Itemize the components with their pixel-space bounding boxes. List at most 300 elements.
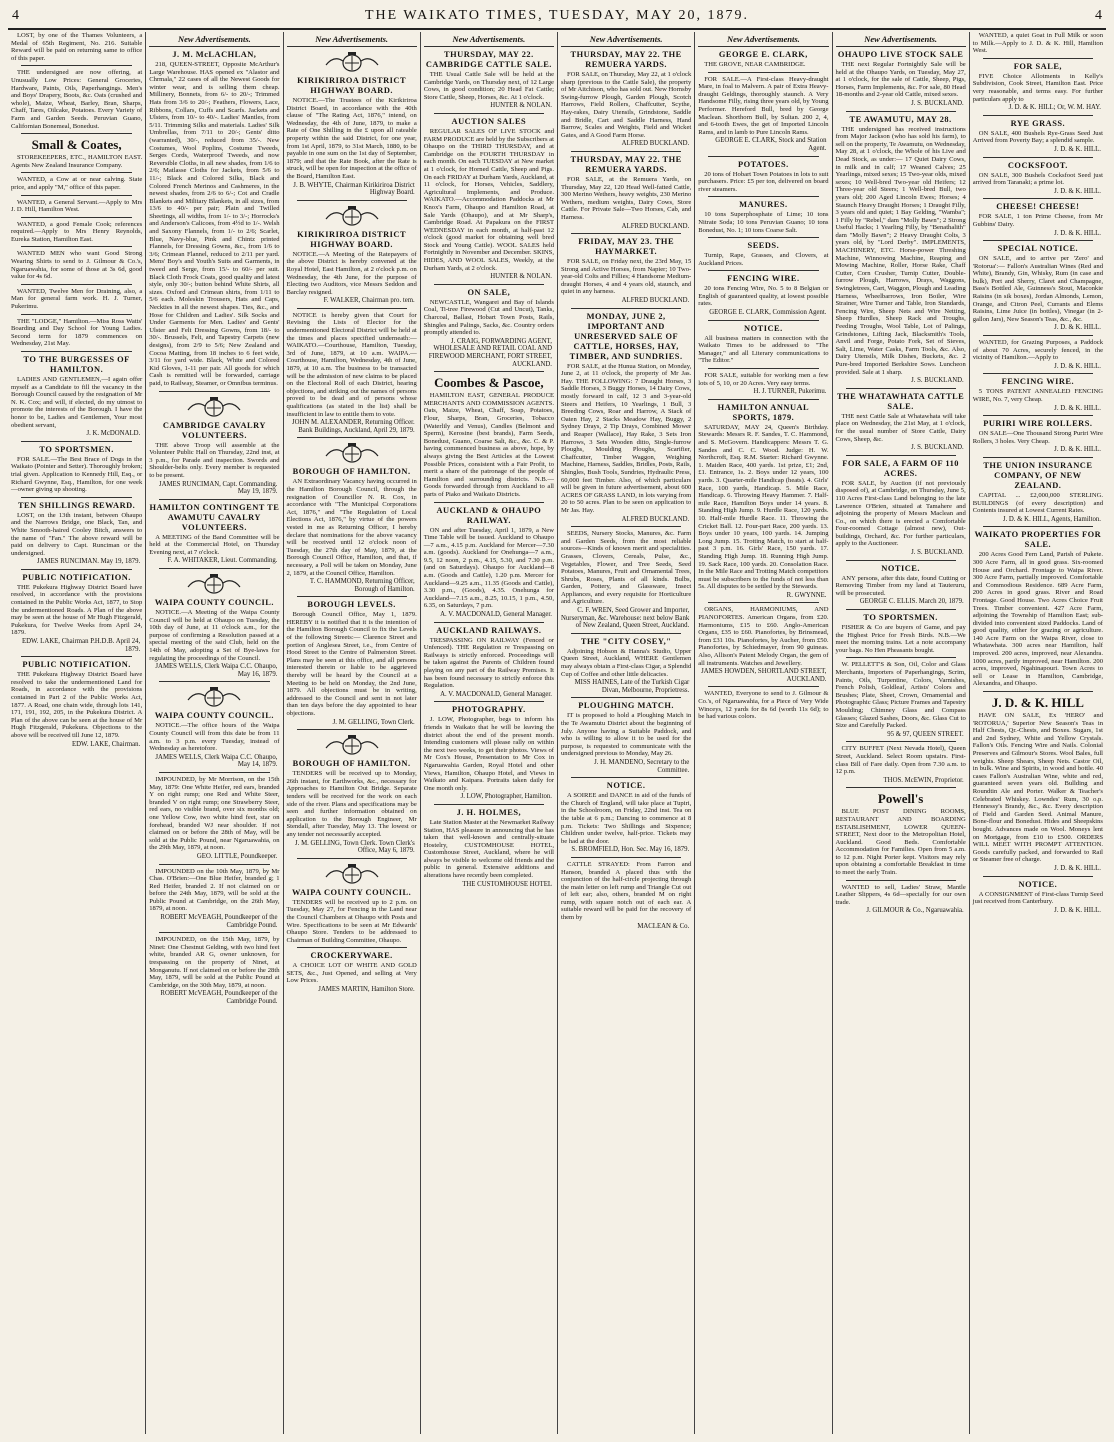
- ad-title: FENCING WIRE.: [1001, 377, 1075, 387]
- ad-title: WAIPA COUNTY COUNCIL.: [292, 887, 412, 897]
- ad-body: TENDERS will be received up to 2 p.m. on Tuesday, May 27, for Fencing in the Land near the Council Chambers at Ohaupo with Posts and Wire. Specifications to be seen at Mr Edwards' Ohaupo Store. Tenders to be addressed to Chairman of Building Committee, Ohaupo.: [286, 898, 417, 944]
- ad-separator: [21, 569, 132, 570]
- ad-body: All business matters in connection with the Waikato Times to be addressed to "The Manager," and all Literary communications to "The Editor.": [698, 334, 829, 365]
- ad-body: THE above Troop will assemble at the Volunteer Public Hall on Thursday, 22nd inst, at 3 p.m., for Parade and inspection. Swords and Shoulder-belts only. Every member is requested to be present.: [149, 441, 280, 479]
- ad-separator: [983, 526, 1093, 527]
- ad-separator: [846, 880, 956, 881]
- ad-body: 200 Acres Good Fern Land, Parish of Pukete. 300 Acre Farm, all in good grass. Six-roomed House and Orchard. Frontage to Waipa River. 300 Acre Farm, partially improved. Comfortable and Commodious Residence. 689 Acre Farm, 200 Acres in good grass. River and Road Frontage. Good House. Two Acres Choice Fruit Trees. Timber convenient. 427 Acre Farm, adjoining the Township of Hamilton East; sub-divided into convenient sized Paddocks. Land of good quality, either for grazing or agriculture. 140 Acre Farm on the Waipa River, close to Whatawhata. 300 acres near Hamilton, half improved. 200 acres, improved, near Alexandra. 1000 acres, partly improved, near Hamilton. 200 acres, improved, Ngahinapouri. Town Acres to sell or Lease in Hamilton, Cambridge, Alexandra, and Ohaupo.: [972, 551, 1103, 688]
- ad-body: 10 tons Superphosphate of Lime; 10 tons Nitrate Soda; 10 tons Peruvian Guano; 10 tons Bonedust, No. 1; 10 tons Coarse Salt.: [698, 211, 829, 234]
- ad-separator: [21, 441, 132, 442]
- advertisement: [424, 705, 554, 801]
- ad-separator: [983, 876, 1093, 877]
- advertisement: [973, 202, 1103, 237]
- ad-body: J. LOW, Photographer, begs to inform his friends in Waikato that he will be leaving the district about the end of the present month. Intending customers will please rally on within the next two weeks, to get their photos. Views of Mr Cox's House, Presentation to Mr Cox in Ngaruawahia Garden, Royal Hotel and other Views, Hamilton, Ohaupo Hotel, and Views in Waikato and Kaipara. Portraits taken daily for One month only.: [423, 716, 554, 792]
- advertisement: [11, 501, 142, 566]
- ad-body: LOST, by one of the Thames Volunteers, a Medal of 65th Regiment, No. 216. Suitable Reward will be paid on returning same to office of this paper.: [11, 32, 143, 62]
- advertisement: [561, 701, 691, 774]
- ad-body: FOR SALE, on Thursday, May 22, at 1 o'clock sharp (previous to the Cattle Sale), the property of Mr Aitchison, who has sold out. New Hornsby Swing-furrow Plough, Garden Plough, Scotch Harrows, Field Rollers, Chaffcutter, Scythe, Hay-rakes, Dairy Utensils, Grindstone, Saddle and Bridle, Cart and Saddle Harness, Hand Barrow, Scales and Weights, Field and Wicket Gates, and A Good Farm Horse.: [561, 71, 692, 139]
- ad-signature: MISS HAINES, Late of the Turkish Cigar Divan, Melbourne, Proprietress.: [574, 679, 690, 694]
- ad-body: IMPOUNDED on the 10th May, 1879, by Mr Chas. O'Brien:—One Blue Heifer, branded g; 1 Red Heifer, branded 2. If not claimed on or before the 24th May, 1879, will be sold at the Public Pound at Cambridge, on the 26th May, 1879, at noon.: [149, 867, 280, 913]
- ad-body: CITY BUFFET (Next Nevada Hotel), Queen Street, Auckland. Select Room upstairs. First-class Bill of Fare daily. Open from 7.30 a.m. to 12 p.m.: [835, 745, 966, 776]
- column-header: New Advertisements.: [149, 34, 279, 47]
- advertisement: [836, 884, 966, 915]
- ad-signature: EDW. LAKE, Chairman P.H.D.B. April 24, 1879.: [21, 638, 141, 653]
- ad-body: ON SALE, 300 Bushels Cocksfoot Seed just arrived from Taranaki; a prime lot.: [972, 171, 1103, 187]
- ad-signature: ALFRED BUCKLAND.: [621, 140, 690, 148]
- ad-signature: ROBERT McVEAGH, Poundkeeper of the Cambridge Pound.: [160, 914, 278, 929]
- ad-title: FOR SALE, A FARM OF 110 ACRES.: [842, 458, 959, 478]
- ad-title: BOROUGH LEVELS.: [307, 600, 396, 610]
- advertisement: [561, 312, 691, 523]
- ad-body: ORGANS, HARMONIUMS, AND PIANOFORTES. American Organs, from £20. Harmoniums, £15 to £60. Anglo-American Organs, £35 to £60. Pianofortes, by Brinsmead, from £31 10s. Pianofortes, by Aucher, from £50. Pianofortes, by Schiedmayer, from 90 guineas. Also, Allison's Patent Melody Organ, the gem of all instruments. Watches and Jewellery.: [698, 606, 829, 667]
- advertisement: [973, 530, 1103, 688]
- advertisement: [836, 564, 966, 606]
- ad-body: FOR SALE, 1 ton Prime Cheese, from Mr Gubbins' Dairy.: [972, 213, 1103, 228]
- ad-title: CHEESE! CHEESE!: [996, 202, 1080, 212]
- ad-signature: MACLEAN & Co.: [637, 922, 690, 930]
- ad-signature: T. C. HAMMOND, Returning Officer, Borough of Hamilton.: [309, 578, 415, 593]
- ad-body: NEWCASTLE, Wangarei and Bay of Islands Coal, Ti-tree Firewood (Cut and Uncut), Tanks, Charcoal, Ballast, Hobart Town Posts, Rails, Shingles and Palings, Sacks, &c. Country orders promptly attended to.: [423, 298, 554, 337]
- ad-signature: ALFRED BUCKLAND.: [621, 515, 690, 523]
- advertisement: [287, 204, 417, 305]
- ad-separator: [846, 741, 956, 742]
- advertisement: [287, 733, 417, 855]
- ad-signature: THE CUSTOMHOUSE HOTEL: [462, 880, 552, 888]
- ad-body: ON and after Tuesday, April 1, 1879, a New Time Table will be issued. Auckland to Ohaupo—7 a.m., 4.15 p.m. Auckland for Mercer—7.30 a.m. (goods). Auckland for Onehunga—7 a.m., 9.5, 12 noon, 2 p.m., 4.15, 5.30, and 7.30 p.m. (and on Saturdays). Ohaupo for Auckland—8 a.m. (Goods and Cattle), 1.20 p.m. Mercer for Auckland—9.25 a.m., 11.35 (Goods and Cattle), 3.30 p.m., (Goods), 4.35. Onehunga for Auckland—7.15 a.m., 8.25, 10.15, 1 p.m., 4.50, 6.35, on Saturdays, 7 p.m.: [423, 526, 554, 610]
- ad-signature: J. D. & K. HILL.: [1054, 187, 1101, 195]
- advertisement: [698, 50, 828, 69]
- advertisement: [561, 155, 691, 230]
- ad-body: IMPOUNDED, by Mr Morrison, on the 15th May, 1879: One White Heifer, red ears, branded Y on right rump; one Red and White Steer, branded V on right rump; one Strawberry Steer, red ears, no visible brand, over six months old; one Yellow Cow, two white hind feet, star on forehead, branded WJ near shoulder. If not claimed on or before the 28th of May, will be sold at the Public Pound, near Ngaruawahia, on the 29th May, 1879, at noon.: [149, 775, 280, 852]
- ad-signature: GEO. LITTLE, Poundkeeper.: [196, 852, 278, 860]
- ad-body: NOTICE.—A Meeting of the Ratepayers of the above District is hereby convened at the Royal Hotel, East Hamilton, at 2 o'clock p.m. on Wednesday, the 4th June, for the purpose of Electing two Auditors, vice Messrs Seddon and Barclay resigned.: [286, 250, 417, 296]
- advertisement: [973, 377, 1103, 412]
- ad-body: TRESPASSING ON RAILWAY (Fenced or Unfenced). THE Regulation re Trespassing on Railways is strictly enforced. Proceedings will be taken against the Parents of Children found playing on any part of the Railway Premises. It has been found necessary to strictly enforce this Regulation.: [423, 636, 554, 690]
- ad-separator: [297, 437, 407, 438]
- advertisement: [424, 375, 554, 498]
- ad-signature: J. D. & K. HILL.: [1054, 404, 1101, 412]
- advertisement: [149, 936, 279, 1005]
- ad-body: THE Usual Cattle Sale will be held at the Cambridge Yards, on Thursday next, of 12 Large Cows, in good condition; 20 Head Fat Cattle; Store Cattle, Sheep, Horses, &c. At 1 o'clock.: [423, 71, 554, 101]
- ad-title: NOTICE.: [881, 563, 920, 573]
- ad-separator: [434, 284, 544, 285]
- advertisement: [973, 695, 1103, 872]
- ad-separator: [297, 200, 407, 201]
- ad-body: WANTED, a General Servant.—Apply to Mrs J. D. Hill, Hamilton West.: [11, 198, 143, 214]
- ad-separator: [846, 111, 956, 112]
- advertisement: [561, 237, 691, 305]
- ad-title: PUBLIC NOTIFICATION.: [22, 572, 131, 582]
- advertisement: [149, 395, 279, 496]
- ad-signature: J. B. WHYTE, Chairman Kirikiriroa District Highway Board.: [293, 181, 415, 197]
- ad-title: WAIPA COUNTY COUNCIL.: [154, 598, 274, 608]
- advertisement: [11, 355, 142, 438]
- ad-body: 20 tons of Hobart Town Potatoes in lots to suit purchasers. Price: £5 per ton, delivered on board river steamers.: [698, 170, 829, 193]
- ad-signature: A. V. MACDONALD, General Manager.: [440, 690, 552, 698]
- ad-body: LADIES AND GENTLEMEN,—I again offer myself as a Candidate to fill the vacancy in the Borough Council caused by the resignation of Mr N. K. Cox; and will, if elected, do my utmost to promote the interests of the Borough. I have the honor to be, Ladies and Gentlemen, Your most obedient servant,: [11, 376, 143, 429]
- coat-of-arms-icon: [300, 204, 404, 228]
- ad-title: WAIKATO PROPERTIES FOR SALE.: [974, 530, 1102, 550]
- ad-separator: [297, 858, 407, 859]
- ad-separator: [571, 233, 681, 234]
- ad-body: ON SALE—One Thousand Strong Puriri Wire Rollers, 3 holes. Very Cheap.: [972, 430, 1103, 445]
- ad-title: THE WHATAWHATA CATTLE SALE.: [836, 391, 965, 411]
- ad-title: THE "CITY COSEY,": [580, 636, 672, 646]
- advertisement: [698, 76, 828, 153]
- ad-title: J. H. HOLMES,: [456, 807, 522, 817]
- ad-signature: JAMES WELLS, Clerk Waipa C.C. Ohaupo, May 14, 1879.: [155, 753, 278, 769]
- advertisement: [11, 573, 142, 653]
- ad-separator: [297, 596, 407, 597]
- ad-signature: 95 & 97, QUEEN STREET.: [887, 730, 964, 738]
- ad-body: FIVE Choice Allotments in Kelly's Subdivision, Cook Street, Hamilton East. Price very reasonable, and terms easy. For further particulars apply to: [972, 72, 1103, 103]
- ad-separator: [21, 65, 132, 66]
- ad-title: PUBLIC NOTIFICATION.: [22, 660, 131, 670]
- column-8: [969, 32, 1106, 1434]
- ad-separator: [983, 415, 1093, 416]
- advertisement: [698, 690, 828, 720]
- ad-signature: JAMES MARTIN, Hamilton Store.: [318, 986, 415, 994]
- ad-title: KIRIKIRIROA DISTRICT HIGHWAY BOARD.: [297, 76, 407, 95]
- advertisement: [11, 69, 142, 130]
- ad-body: NOTICE.—The office hours of the Waipa County Council will from this date be from 11 a.m. to 3 p.m. every Tuesday, instead of Wednesday as heretofore.: [149, 722, 280, 753]
- ad-body: IMPOUNDED, on the 15th May, 1879, by Ninet: One Chestnut Gelding, with two hind feet white, branded AR G, owner unknown, for trespassing on the property of Ninet, at Monganutu. If not claimed on or before the 28th May, 1879, will be sold at the Public Pound at Cambridge, on the 30th May, 1879, at noon.: [149, 936, 280, 989]
- ad-separator: [159, 499, 269, 500]
- advertisement: [149, 685, 279, 769]
- advertisement: [149, 50, 279, 388]
- ad-separator: [159, 932, 269, 933]
- ad-body: A SOIREE and DANCE in aid of the funds of the Church of England, will take place at Tupiri, in the Schoolroom, on Friday, 22nd inst. Tea on the table at 6 p.m.; Dancing to commence at 8 p.m. Tickets: Two Shillings and Sixpence; Children under twelve, half-price. Tickets may be had at the door.: [561, 792, 692, 845]
- ad-body: HAMILTON EAST, GENERAL PRODUCE MERCHANTS AND COMMISSION AGENTS. Oats, Maize, Wheat, Chaff, Soap, Potatoes, Flour, Sharps, Bran, Groceries, Tobacco (Waterlily and Venus), Candles (Belmont and Sperm), Kerosine (best brands), Farm Seeds, Bonedust, Guano, Coarse Salt, &c., &c. C. & P. having commenced business as above, hope, by always giving the Best Articles at the Lowest Possible Prices, consistent with a Fair Profit, to merit a share of the patronage of the people of Hamilton and surrounding districts. N.B.—Goods forwarded through from Auckland to all parts of Piako and Waikato Districts.: [423, 392, 554, 498]
- advertisement: [424, 50, 554, 110]
- ad-signature: JAMES WELLS, Clerk Waipa C.C. Ohaupo, May 16, 1879.: [155, 663, 278, 678]
- ad-title: OHAUPO LIVE STOCK SALE: [837, 50, 964, 59]
- ad-separator: [297, 729, 407, 730]
- ad-signature: GEORGE C. ELLIS. March 20, 1879.: [859, 598, 964, 606]
- ad-separator: [434, 804, 544, 805]
- column-header: New Advertisements.: [836, 34, 966, 47]
- advertisement: [11, 176, 142, 191]
- ad-signature: J. D. & K. HILL.: [1054, 229, 1101, 237]
- advertisement: [149, 868, 279, 930]
- advertisement: [11, 199, 142, 214]
- ad-body: 5 TONS PATENT ANNEALED FENCING WIRE, No. 7, very Cheap.: [972, 388, 1103, 403]
- ad-title: THE UNION INSURANCE COMPANY, OF NEW ZEALAND.: [983, 460, 1093, 490]
- ad-signature: JAMES RUNCIMAN. May 19, 1879.: [36, 558, 141, 566]
- ad-separator: [434, 701, 544, 702]
- ad-title: POTATOES.: [737, 159, 789, 169]
- ad-separator: [571, 857, 681, 858]
- ad-signature: ROBERT McVEAGH, Poundkeeper of the Cambridge Pound.: [160, 990, 278, 1005]
- ad-signature: EDW. LAKE, Chairman.: [71, 740, 141, 748]
- ad-signature: J. D. & K. HILL.: [1054, 145, 1101, 153]
- advertisement: [149, 503, 279, 565]
- ad-signature: F. WALKER, Chairman pro. tem.: [323, 297, 415, 305]
- advertisement: [11, 250, 142, 280]
- advertisement: [836, 791, 966, 876]
- advertisement: [287, 862, 417, 945]
- ad-separator: [21, 195, 132, 196]
- advertisement: [973, 880, 1103, 915]
- advertisement: [973, 339, 1103, 370]
- ad-signature: S. BROMFIELD, Hon. Sec. May 16, 1879.: [571, 846, 690, 854]
- ad-title: BOROUGH OF HAMILTON.: [292, 467, 411, 477]
- advertisement: [287, 50, 417, 197]
- ad-title: WAIPA COUNTY COUNCIL.: [154, 711, 274, 721]
- advertisement: [561, 861, 691, 930]
- advertisement: [973, 419, 1103, 454]
- ad-title: Coombes & Pascoe,: [434, 375, 544, 391]
- ad-body: A MEETING of the Band Committee will be held at the Commercial Hotel, on Thursday Evening next, at 7 o'clock.: [149, 533, 280, 556]
- ad-separator: [571, 151, 681, 152]
- ad-signature: R. GWYNNE.: [786, 591, 827, 599]
- ad-title: PLOUGHING MATCH.: [578, 701, 675, 711]
- advertisement: [561, 50, 691, 148]
- ad-title: PURIRI WIRE ROLLERS.: [983, 419, 1093, 429]
- ad-title: FENCING WIRE.: [727, 274, 800, 284]
- ad-separator: [21, 246, 132, 247]
- ad-separator: [21, 133, 132, 134]
- ad-body: ON SALE, 400 Bushels Rye-Grass Seed Just Arrived from Poverty Bay; a splendid sample.: [972, 129, 1103, 145]
- ad-body: WANTED, a Cow at or near calving. State price, and apply "M," office of this paper.: [11, 176, 143, 191]
- advertisement: [11, 137, 142, 169]
- column-4: [420, 32, 557, 1434]
- advertisement: [836, 459, 966, 557]
- ad-title: PHOTOGRAPHY.: [452, 705, 526, 715]
- advertisement: [698, 274, 828, 316]
- ad-title: RYE GRASS.: [1010, 118, 1066, 128]
- ad-title: CAMBRIDGE CAVALRY VOLUNTEERS.: [162, 420, 266, 440]
- ad-separator: [708, 72, 818, 73]
- coat-of-arms-icon: [162, 685, 266, 709]
- ad-signature: J. D. & K. HILL.: [1054, 864, 1101, 872]
- ad-separator: [159, 681, 269, 682]
- advertisement: [11, 221, 142, 244]
- ad-title: TEN SHILLINGS REWARD.: [17, 500, 136, 510]
- ad-title: FOR SALE,: [1013, 61, 1062, 71]
- ad-separator: [708, 399, 818, 400]
- ad-body: THE undersigned has received instructions from Major Jackson (who has sold his farm), to sell on the property, Te Awamutu, on Wednesday, May 28, at 1 o'clock, the Whole of his Live and Dead Stock, as under:— 17 Quiet Dairy Cows, in milk and in calf; 17 Weaned Calves; 25 Yearlings, mixed sexes; 15 Two-year olds, mixed sexes; 10 Well-bred Two-year old Heifers; 12 Three-year old Steers; 1 Well-bred Bull, two years old; 200 Aged Lincoln Ewes; Horses; 4 Staunch Heavy Draught Horses; 1 Draught Filly, 3 years old and quiet; 1 Bay Gelding, "Wamba"; 1 Filly by "Rebel," dam "Molly Bawn"; 2 Strong Useful Hacks; 1 Yearling Filly, by "Benathalith" dam "Molly Bawn"; 2 Heavy Draught Colts, 3 years old, by "Lord Derby". IMPLEMENTS, MACHINERY, ETC. Horse-power Threshing Machine, Winnowing Machine, Reaping and Mowing Machine, Roller, Horse Rake, Chaff Cutter, Corn Crusher, Turnip Cutter, Double-furrow Plough, Harrows, Drays, Waggons, Swingletrees, Cart, Waggon, Plough and Leading Harness, Wheelbarrows, Iron Boiler, Wire Strainer, Wire Turner and Table, Iron Standards, Fencing Wire, Sheep Nets and Wire Netting, Sheep Hurdles, Sheep Rack and Troughs, Feeding Troughs, Wool Table, Lot of Palings, Grindstones, Lifting Jack, Blacksmith's Tools, Anvil and Forge, Potato Fork, Set of Sieves, Salt, Lime, Water Casks, Farm Tools, &c. Also, Dairy Utensils, Milk Dishes, Buckets, &c. 2 Pure-bred Imported Berkshire Sows. Luncheon provided. Sale at 1 sharp.: [835, 125, 966, 376]
- advertisement: [424, 288, 554, 368]
- ad-separator: [983, 58, 1093, 59]
- ad-body: Turnip, Rape, Grasses, and Clovers, at Auckland Prices.: [698, 252, 829, 267]
- ad-body: ANY persons, after this date, found Cutting or Removing Timber from my land at Tauteruru, will be prosecuted.: [835, 574, 966, 597]
- ad-body: FOR SALE, suitable for working men a few lots of 5, 10, or 20 Acres. Very easy terms.: [698, 372, 829, 387]
- ad-body: THE undersigned are now offering, at Unusually Low Prices: General Groceries, Hardware, Paints, Oils, Paperhangings. Men's and Boys' Drapery, Boots, &c. Oats (crushed and whole), Maize, Wheat, Barley, Bran, Sharps, Chaff, Tares, Oilcake, Potatoes. Every Variety of Farm and Garden Seeds. Peruvian Guano, Californian Bonemeal, Bonedust.: [11, 69, 143, 130]
- advertisement: [973, 161, 1103, 196]
- ad-separator: [983, 335, 1093, 336]
- ad-body: CAPITAL ... £2,000,000 STERLING. BUILDINGS (of every description) and Contents insured at Lowest Current Rates.: [972, 491, 1103, 515]
- ad-signature: F. A. WHITAKER, Lieut. Commanding.: [167, 557, 278, 565]
- ad-body: A CONSIGNMENT of First-class Turnip Seed just received from Canterbury.: [972, 890, 1103, 906]
- column-header: New Advertisements.: [424, 34, 554, 47]
- advertisement: [698, 241, 828, 267]
- advertisement: [698, 372, 828, 396]
- coat-of-arms-icon: [300, 50, 404, 74]
- ad-body: 20 tons Fencing Wire, No. 5 to 8 Belgian or English of guaranteed quality, at lowest possible rates.: [698, 285, 829, 308]
- advertisement: [973, 119, 1103, 154]
- advertisement: [698, 606, 828, 683]
- ad-separator: [983, 198, 1093, 199]
- advertisement: [698, 160, 828, 194]
- ad-title: TE AWAMUTU, MAY 28.: [849, 114, 952, 124]
- advertisement: [836, 661, 966, 738]
- ad-separator: [21, 497, 132, 498]
- ad-body: FOR SALE, at the Hunua Station, on Monday, June 2, at 11 o'clock, the property of Mr Jas. Hay. THE FOLLOWING: 7 Draught Horses, 3 Saddle Horses, 3 Buggy Horses, 14 Dairy Cows, mostly forward in calf, 12 3 and 3-year-old Steers and Heifers, 10 Yearlings, 1 Bull, 3 Breeding Cows, Roar and Harrow, A Stack of Oaten Hay, 2 Stacks Meadow Hay, Buggy, 2 Sydney Drays, 2 Tip Drays, Combined Mower and Reaper (Wallace), Hay Rake, 3 Sets Iron Harrows, 3 Sets Wooden ditto, Single-furrow Ploughs, Moulding Ploughs, Scarifier, Chaffcutter, Timber Waggon, Weighing Machine, Harness, Saddles, Bridles, Posts, Rails, Shingles, Bush Tools, Sundries, Hydraulic Press, 60,000 feet Timber. Also, of which particulars will be given in future advertisement, about 600 ACRES OF GRASS LAND, in lots varying from 20 to 50 acres. Plan to be seen on application to Mr Jas. Hay.: [561, 362, 692, 514]
- advertisement: [287, 951, 417, 993]
- ad-body: AN Extraordinary Vacancy having occurred in the Hamilton Borough Council, through the resignation of Councillor N. R. Cox, in accordance with "The Municipal Corporations Act, 1876," and "The Regulation of Local Elections Act, 1876," by virtue of the powers vested in me as Returning Officer, I hereby declare that nominations for the above vacancy will be received until 12 o'clock noon of Tuesday, the 27th day of May, 1879, at the Borough Council Office, Hamilton, and that, if necessary, a Poll will be taken on Monday, June 2, 1879, at the Council Office, Hamilton.: [286, 478, 417, 577]
- advertisement: [424, 117, 554, 281]
- advertisement: [11, 32, 142, 62]
- ad-body: WANTED, Twelve Men for Draining, also, a Man for general farm work. H. J. Turner, Pukerimu.: [11, 287, 143, 311]
- ad-signature: H. J. TURNER, Pukerimu.: [753, 388, 827, 396]
- ad-signature: GEORGE E. CLARK, Commission Agent.: [709, 309, 827, 317]
- ad-body: NOTICE is hereby given that Court for Revising the Lists of Elector for the undermentioned Electoral District will be held at the times and places specified underneath:— WAIKATO.—Courthouse, Hamilton, Tuesday, 3rd of June, 1879, at 10 a.m. WAIPA.—Courthouse, Hamilton, Wednesday, 4th of June, 1879, at 10 a.m. The business to be transacted will be the admission of new claims to be placed on the Electoral Roll of each District, hearing objections, and striking out the names of persons proved to be dead and of persons whose qualifications (as stated in the list) shall be insufficient in law to entitle them to vote.: [286, 311, 417, 418]
- ad-title: BOROUGH OF HAMILTON.: [292, 759, 411, 769]
- ad-separator: [571, 697, 681, 698]
- column-header: New Advertisements.: [287, 34, 417, 47]
- ad-signature: JAMES HOWDEN, SHORTLAND STREET, AUCKLAND.: [701, 668, 827, 683]
- ad-separator: [571, 777, 681, 778]
- ad-separator: [708, 602, 818, 603]
- ad-title: CROCKERYWARE.: [310, 951, 393, 961]
- ad-separator: [434, 502, 544, 503]
- column-7: [832, 32, 969, 1434]
- ad-title: MANURES.: [739, 200, 788, 210]
- coat-of-arms-icon: [300, 441, 404, 465]
- ad-separator: [297, 947, 407, 948]
- column-1: [8, 32, 145, 1434]
- ad-body: FOR SALE, at the Remuera Yards, on Thursday, May 22, 120 Head Well-fatted Cattle, 300 Merino Wethers, heavy weights, 230 Merino Wethers, medium weights, Dairy Cows, Store Cattle. For Private Sale—Two Horses, Cab, and Harness.: [561, 175, 692, 221]
- advertisement: [973, 244, 1103, 332]
- page-number-left: 4: [12, 8, 19, 23]
- ad-separator: [983, 240, 1093, 241]
- ad-separator: [571, 526, 681, 527]
- ad-body: THE GROVE, NEAR CAMBRIDGE.: [704, 61, 806, 68]
- ad-body: FOR SALE, on Friday next, the 23rd May, 15 Strong and Active Horses, from Napier; 10 Two-year-old Colts and Fillies; 4 Handsome Medium-draught Horses, 4 and 4 years old, staunch, and quiet in any harness.: [561, 258, 692, 296]
- ad-separator: [21, 656, 132, 657]
- ad-separator: [571, 633, 681, 634]
- ad-signature: J. D. & K. HILL, Agents, Hamilton.: [1002, 515, 1101, 523]
- column-3: [283, 32, 420, 1434]
- ad-separator: [21, 217, 132, 218]
- advertisement: [11, 660, 142, 748]
- ad-body: W. PELLETT'S & Son, Oil, Color and Glass Merchants, Importers of Paperhangings, Scrim, Paints, Oils, Turpentine, Colors, Varnishes, French Polish, Goldleaf, Artists' Colors and Brushes; Plate, Sheet, Crown, Ornamental and Photographic Glass; Picture Frames and Tapestry Moulding; Chimney Glass and Compass Glasses; Glazed Sashes, Doors, &c. Glass Cut to Size and Carefully Packed.: [835, 661, 966, 730]
- advertisement: [973, 461, 1103, 523]
- ad-body: A CHOICE LOT OF WHITE AND GOLD SETS, &c., Just Opened, and selling at Very Low Prices.: [286, 962, 417, 985]
- ad-signature: J. LOW, Photographer, Hamilton.: [460, 793, 552, 801]
- ad-body: THE Pukekura Highway District Board have resolved, in accordance with the provisions contained in the Public Works Act, 1877, to Stop the undermentioned Roads. A Plan of the above may be seen at the house of Mr Hugh Fitzgerald, Pukekura, for Twelve Weeks from April 24, 1879.: [11, 583, 143, 637]
- ad-body: NOTICE.—The Trustees of the Kirikiriroa District Board, in accordance with the 40th clause of "The Rating Act, 1876," intend, on Wednesday, the 4th of June, 1879, to make a Rate of One Shilling in the £ upon all rateable property within the said District, for one year, from 1st April, 1879, to 31st March, 1880, to be payable in one sum on the 1st day of September, 1879; and that the Rate Book, after the Rate is struck, will be open for inspection at the office of the Board, Hamilton East.: [286, 97, 417, 180]
- ad-signature: THOS. McEWIN, Proprietor.: [883, 776, 964, 784]
- ad-title: AUCKLAND RAILWAYS.: [436, 625, 542, 635]
- ad-signature: J. S. BUCKLAND.: [911, 377, 964, 385]
- ad-signature: J. S. BUCKLAND.: [911, 549, 964, 557]
- ad-body: WANTED to sell, Ladies' Straw, Mantle Leather Slippers, 4s 6d—specially for our own trade.: [835, 883, 966, 906]
- ad-signature: J. GILMOUR & Co., Ngaruawahia.: [866, 907, 964, 915]
- ad-separator: [983, 691, 1093, 692]
- ad-separator: [846, 455, 956, 456]
- ad-signature: GEORGE E. CLARK, Stock and Station Agent.: [715, 137, 827, 152]
- ad-separator: [21, 314, 132, 315]
- ad-signature: ALFRED BUCKLAND.: [621, 222, 690, 230]
- ad-signature: J. S. BUCKLAND.: [911, 99, 964, 107]
- ad-body: 218, QUEEN-STREET, Opposite McArthur's Large Warehouse. HAS opened ex "Alastor and Chrmala," 22 cases of all the Newest Goods for winter wear, and is selling them cheap. Millinery, Bonnets, from 6/- to 20/-; Trimmed Hats from 3/6 to 20/-; Feathers, Flowers, Lace, Ribbons, Collars, Cuffs and Scarfs. Jackets and Ulsters, from 10/- to 40/-. Ladies' Mantles, from 5/11. Trimming Silks and materials. Ladies' Silk Umbrellas, from 7/11 to 20/-; Gents' ditto (warranted), 30/-, reduced from 35/-. New Costumes, Wool Poplins, Costume Tweeds, Serges Cords, Waterproof Tweeds, and now Reversible Cloths, in all new shades, from 1/6 to 2/6; Matlasse Cloths for Jackets, from 5/6 to 11/-; Black and Colored Silks, Black and Colored French Merinos and Cashmeres, in the newest shades, from 2/6 to 6/-; Cot and Cradle Blankets and Military Blankets, in all sizes, from 13/6 to 40/- per pair; Plain and Twilled Sheetings, all widths, from 1/- to 3/-; Horrocks's and Anderson's Calicoes, from 4½d to 1/-. Welsh and Saxony Flannels, from 1/- to 2/6; Scarlet, Blue, Navy-blue, Pink and Chintz printed Flannels, for Dressing Gowns, &c., from 1/6 to 3/6; Crimean Flannel, reduced to 2/11 per yard. Mens' Boy's and Youth's Suits and Garments, in tweed and Serge, from 15/- to 60/- per suit. Black Cloth Frock Coats, good quality and latest style, only 30/-; button behind White Shirts, all sizes. Oxford and Crimean shirts, from 1/11 to 5/6 each. Moleskin Trousers, Hats and Caps, Neckties in all the newest shapes. Ties, &c., and Hose for Children and Ladies'. Silk Socks and Under Garments for Men. Ladies' and Gents' Ulster and Felt Dressing Gowns, from 18/- to 30/-. Brussels, Felt, and Tapestry Carpets (new designs), from 2/9 to 5/6; New Zealand and Cocoa Matting, from 18 inches to 6 feet wide, 3/11 for yard wide. Black, White and Colored Kid Gloves, 1-11 per pair. All goods for which Cash is remitted will be forwarded, carriage paid, to Railway, Steamer, or Omnibus terminus.: [149, 61, 280, 387]
- ad-separator: [434, 622, 544, 623]
- ad-separator: [708, 156, 818, 157]
- ad-signature: J. K. McDONALD.: [86, 430, 141, 438]
- column-5: [557, 32, 694, 1434]
- column-header: New Advertisements.: [698, 34, 828, 47]
- advertisement: [973, 62, 1103, 112]
- ad-body: STOREKEEPERS, ETC., HAMILTON EAST. Agents New Zealand Insurance Company.: [11, 154, 143, 169]
- ad-body: THE next Regular Fortnightly Sale will be held at the Ohaupo Yards, on Tuesday, May 27, at 1 o'clock, for the sale of Cattle, Sheep, Pigs, Horses, Farm Implements, &c. For sale, 80 Head 18-months and 2-year old Cattle, mixed sexes.: [835, 61, 966, 99]
- ad-title: HAMILTON CONTINGENT TE AWAMUTU CAVALRY VOLUNTEERS.: [149, 502, 280, 532]
- ad-separator: [708, 686, 818, 687]
- ad-title: NOTICE.: [1018, 879, 1058, 889]
- ad-body: FOR SALE, by Auction (if not previously disposed of), at Cambridge, on Thursday, June 5, 110 Acres First-class Land belonging to the late Lawrence O'Brien, situated at Tamahere and adjoining the property of Messrs Maclean and Co., on which there is erected a Comfortable Four-roomed Cottage (almost new), Out-buildings, Orchard, &c. For further particulars, apply to the Auctioneer.: [835, 479, 966, 548]
- ad-signature: J. D. & K. HILL.: [1054, 906, 1101, 914]
- ad-body: CATTLE STRAYED: From Farron and Hanson, branded A placed thus with the conjunction of the half-circle projecting through the main letter on left rump and Triangle Cut out of left ear; also, others, branded M on right rump, with square notch out of each ear. A suitable reward will be paid for the recovery of them by: [561, 860, 692, 922]
- advertisement: [424, 808, 554, 888]
- ad-body: SEEDS, Nursery Stocks, Manures, &c. Farm and Garden Seeds, from the most reliable sources—Kinds of known merit and specialities. Grasses, Clovers, Cereals, Pulse, &c., Vegetables, Flower, and Tree Seeds, Seed Potatoes, Manures, Fruit and Ornamental Trees, Shrubs, Roses, Plants of all kinds. Bulbs, Garden, Pottery, and Glassware, Insect Appliances, and every requisite for Horticulture and Agriculture.: [561, 530, 692, 606]
- ad-title: J. D. & K. HILL: [991, 695, 1084, 711]
- ad-title: J. M. McLACHLAN,: [172, 50, 257, 59]
- ad-title: AUCTION SALES: [451, 116, 527, 126]
- advertisement: [287, 441, 417, 593]
- ad-separator: [846, 787, 956, 788]
- ad-body: WANTED, a good Female Cook; references required.—Apply to Mrs Henry Reynolds, Eureka Station, Hamilton East.: [11, 220, 143, 243]
- ad-signature: J. M. GELLING, Town Clerk. Town Clerk's Office, May 6, 1879.: [295, 839, 415, 855]
- ad-title: HAMILTON ANNUAL SPORTS, 1879.: [717, 402, 810, 422]
- ad-title: SEEDS.: [747, 241, 780, 251]
- ad-body: WANTED MEN who want Good Strong Wearing Shirts to send to J. Gilmour & Co.'s, Ngaruawahia, for some of those at 3s 6d, good value for 4s 6d.: [11, 250, 143, 281]
- ad-separator: [983, 115, 1093, 116]
- ad-title: THURSDAY, MAY 22. THE REMUERA YARDS.: [570, 50, 682, 69]
- coat-of-arms-icon: [162, 572, 266, 596]
- ad-separator: [708, 368, 818, 369]
- ad-title: KIRIKIRIROA DISTRICT HIGHWAY BOARD.: [297, 229, 407, 249]
- ad-separator: [846, 388, 956, 389]
- ad-title: TO THE BURGESSES OF HAMILTON.: [23, 355, 130, 374]
- ad-separator: [159, 864, 269, 865]
- ad-body: WANTED, a quiet Goat in Full Milk or soon to Milk.—Apply to J. D. & K. Hill, Hamilton West.: [972, 32, 1103, 55]
- ad-title: THURSDAY, MAY 22. CAMBRIDGE CATTLE SALE.: [425, 50, 552, 69]
- ad-signature: JOHN M. ALEXANDER, Returning Officer. Bank Buildings, Auckland, April 29, 1879.: [291, 419, 415, 434]
- advertisement: [561, 781, 691, 854]
- coat-of-arms-icon: [300, 733, 404, 757]
- ad-separator: [846, 657, 956, 658]
- ad-body: NOTICE.—A Meeting of the Waipa County Council will be held at Ohaupo on Tuesday, the 10th day of June, at 11 o'clock a.m., for the purpose of confirming a Resolution passed at a special meeting of the said Club, held on the 14th of May, adopting a Set of Bye-laws for regulating the proceedings of the Council.: [149, 609, 280, 662]
- ad-separator: [708, 320, 818, 321]
- ad-body: Late Station Master at the Newmarket Railway Station, HAS pleasure in announcing that he has taken that well-known and centrally-situate Hostelry, CUSTOMHOUSE HOTEL, Customhouse Street, Auckland, where he will always be visible to welcome old friends and the public in general. Extensive additions and alterations have recently been completed.: [423, 818, 554, 880]
- ad-signature: A. V. MACDONALD, General Manager.: [440, 611, 552, 619]
- ad-separator: [21, 351, 132, 352]
- ad-title: NOTICE.: [744, 323, 783, 333]
- advertisement: [836, 50, 966, 108]
- ad-body: THE "LODGE," Hamilton.—Miss Ross Watts' Boarding and Day School for Young Ladies. Second term for 1879 commences on Wednesday, 21st May.: [11, 317, 143, 348]
- ad-title: COCKSFOOT.: [1007, 160, 1068, 170]
- ad-body: LOST, on the 13th instant, between Ohaupo and the Narrows Bridge, one Black, Tan, and White Smooth-haired Cooley Bitch, answers to the name of "Fan." The above reward will be paid on delivery to Capt. Runciman or the undersigned.: [11, 511, 143, 557]
- ad-title: TO SPORTSMEN.: [39, 444, 114, 454]
- advertisement: [698, 200, 828, 234]
- ad-title: GEORGE E. CLARK,: [718, 50, 808, 59]
- advertisement: [836, 392, 966, 452]
- advertisement: [836, 115, 966, 385]
- ad-signature: HUNTER & NOLAN.: [490, 273, 552, 281]
- advertisement: [973, 32, 1103, 55]
- ad-separator: [983, 373, 1093, 374]
